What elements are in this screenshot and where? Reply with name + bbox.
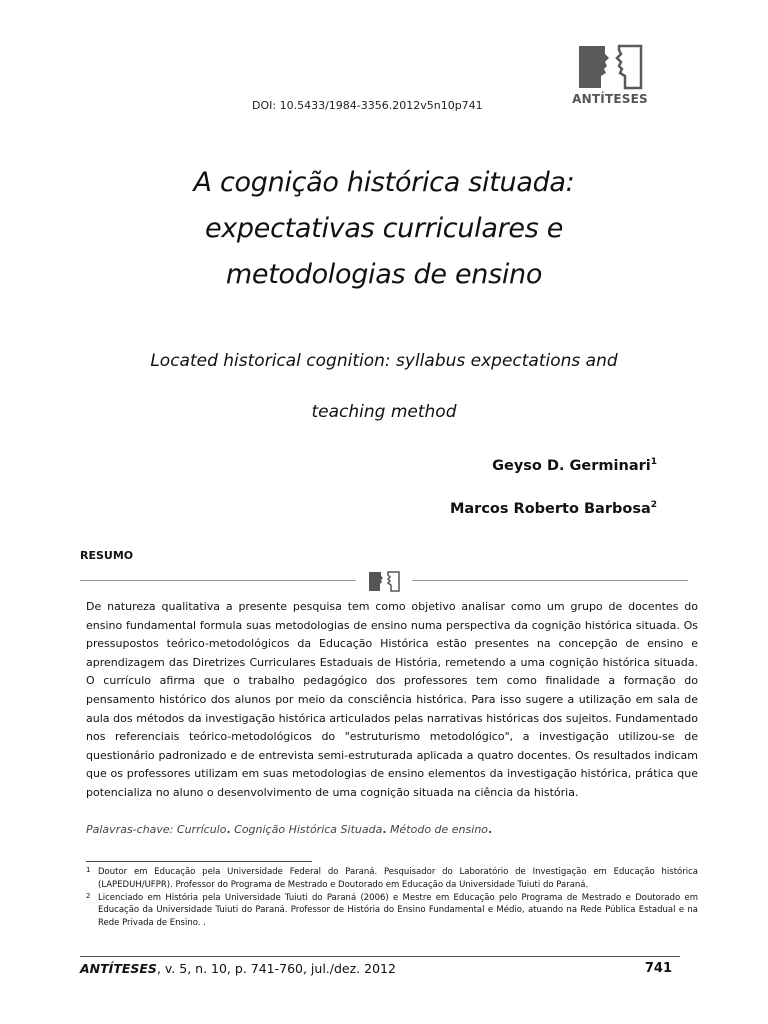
section-divider-left	[80, 580, 356, 581]
subtitle-line: teaching method	[311, 402, 457, 422]
author-name: Marcos Roberto Barbosa	[449, 500, 651, 517]
journal-logo	[568, 44, 652, 108]
keywords: Palavras-chave: Currículo. Cognição Histórica Situada. Método de ensino.	[86, 823, 493, 836]
keywords-label: Palavras-chave:	[86, 823, 174, 836]
title-line: metodologias de ensino	[225, 259, 543, 290]
footnote-ref[interactable]: 2	[650, 500, 657, 510]
section-divider-right	[412, 580, 688, 581]
footnote-2	[86, 892, 698, 930]
article-title	[0, 160, 768, 298]
page-number: 741	[644, 961, 672, 976]
citation-details: , v. 5, n. 10, p. 741-760, jul./dez. 2012	[156, 961, 396, 976]
footnotes	[86, 866, 698, 930]
divider-logo-icon	[366, 570, 402, 592]
footnote-text: Doutor em Educação pela Universidade Federal do Paraná. Pesquisador do Laboratório de Investigação em Educação histórica (LAPEDUH/UFPR). Professor do Programa de Mestrado e Doutorado em Educação da Universidade Tuiuti do Paraná.	[98, 867, 698, 890]
footnote-text: Licenciado em História pela Universidade Tuiuti do Paraná (2006) e Mestre em Educação pelo Programa de Mestrado e Doutorado em Educação da Universidade Tuiuti do Paraná. Professor de História do Ensino Fundamental e Médio, atuando na Rede Pública Estadual e na Rede Privada de Ensino. .	[98, 892, 698, 929]
article-subtitle	[0, 336, 768, 438]
keyword: Método de ensino	[390, 823, 489, 836]
footnote-number: 2	[86, 891, 91, 900]
footer-rule	[80, 956, 680, 957]
footer-citation	[80, 961, 396, 976]
keyword: Currículo	[176, 823, 227, 836]
doi-text[interactable]: DOI: 10.5433/1984-3356.2012v5n10p741	[252, 99, 483, 112]
footnote-rule	[86, 861, 312, 862]
footnote-number: 1	[86, 866, 91, 874]
two-faces-logo-icon	[575, 44, 645, 90]
footnote-1	[86, 866, 698, 892]
journal-name: ANTÍTESES	[80, 961, 157, 976]
resumo-heading: RESUMO	[80, 549, 134, 562]
abstract-text: De natureza qualitativa a presente pesquisa tem como objetivo analisar como um grupo de docentes do ensino fundamental formula suas metodologias de ensino numa perspectiva da cognição histórica situada. Os pressupostos teórico-metodológicos da Educação Histórica estão presentes na concepção de ensino e aprendizagem das Diretrizes Curriculares Estaduais de História, remetendo a uma cognição histórica situada. O currículo afirma que o trabalho pedagógico dos professores tem como finalidade a formação do pensamento histórico dos alunos por meio da consciência histórica. Para isso sugere a utilização em sala de aula dos métodos da investigação histórica articulados pelas narrativas históricas dos sujeitos. Fundamentado nos referenciais teórico-metodológicos do "estruturismo metodológico", a investigação utilizou-se de questionário padronizado e de entrevista semi-estruturada aplicada a quatro docentes. Os resultados indicam que os professores utilizam em suas metodologias de ensino elementos da investigação histórica, prática que potencializa no aluno o desenvolvimento de uma cognição situada na ciência da história.	[86, 600, 698, 799]
title-line: expectativas curriculares e	[204, 213, 564, 244]
author-2	[450, 500, 657, 517]
title-line: A cognição histórica situada:	[193, 167, 575, 198]
author-1	[492, 457, 657, 474]
footnote-ref[interactable]: 1	[650, 457, 657, 467]
keyword: Cognição Histórica Situada	[234, 823, 383, 836]
logo-text: ANTÍTESES	[572, 92, 648, 106]
author-name: Geyso D. Germinari	[492, 457, 651, 474]
subtitle-line: Located historical cognition: syllabus expectations and	[150, 351, 618, 371]
